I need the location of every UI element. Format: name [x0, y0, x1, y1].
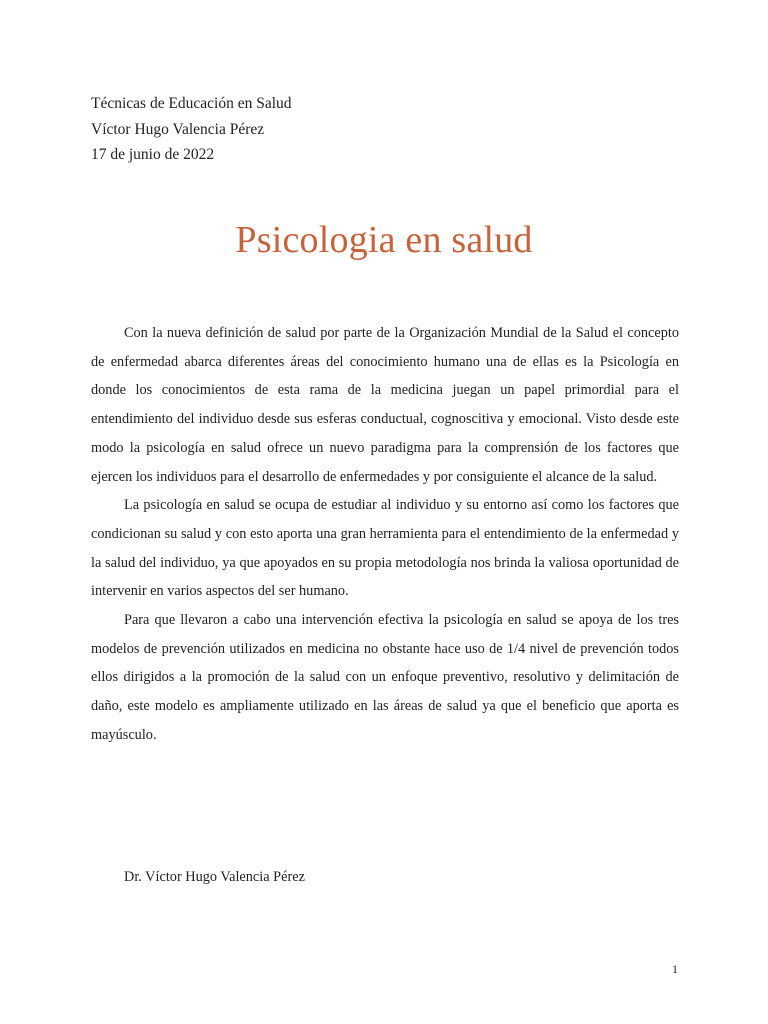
signature: Dr. Víctor Hugo Valencia Pérez: [124, 869, 305, 885]
paragraph: Con la nueva definición de salud por parte de la Organización Mundial de la Salud el concepto de enfermedad abarca diferentes áreas del conocimiento humano una de ellas es la Psicología en donde los conocimientos de esta rama de la medicina juegan un papel primordial para el entendimiento del individuo desde sus esferas conductual, cognoscitiva y emocional. Visto desde este modo la psicología en salud ofrece un nuevo paradigma para la comprensión de los factores que ejercen los individuos para el desarrollo de enfermedades y por consiguiente el alcance de la salud.: [91, 325, 679, 485]
paragraph: Para que llevaron a cabo una intervención efectiva la psicología en salud se apoya de los tres modelos de prevención utilizados en medicina no obstante hace uso de 1/4 nivel de prevención todos ellos dirigidos a la promoción de la salud con un enfoque preventivo, resolutivo y delimitación de daño, este modelo es ampliamente utilizado en las áreas de salud ya que el beneficio que aporta es mayúsculo.: [91, 612, 679, 743]
document-header: [91, 91, 292, 168]
document-title: Psicologia en salud: [235, 219, 533, 261]
author-name: Víctor Hugo Valencia Pérez: [91, 120, 265, 138]
paragraph: La psicología en salud se ocupa de estudiar al individuo y su entorno así como los factores que condicionan su salud y con esto aporta una gran herramienta para el entendimiento de la enfermedad y la salud del individuo, ya que apoyados en su propia metodología nos brinda la valiosa oportunidad de intervenir en varios aspectos del ser humano.: [91, 497, 679, 600]
document-body: [91, 319, 679, 750]
document-date: 17 de junio de 2022: [91, 146, 215, 163]
page-number: 1: [672, 962, 678, 976]
course-name: Técnicas de Educación en Salud: [91, 95, 292, 112]
